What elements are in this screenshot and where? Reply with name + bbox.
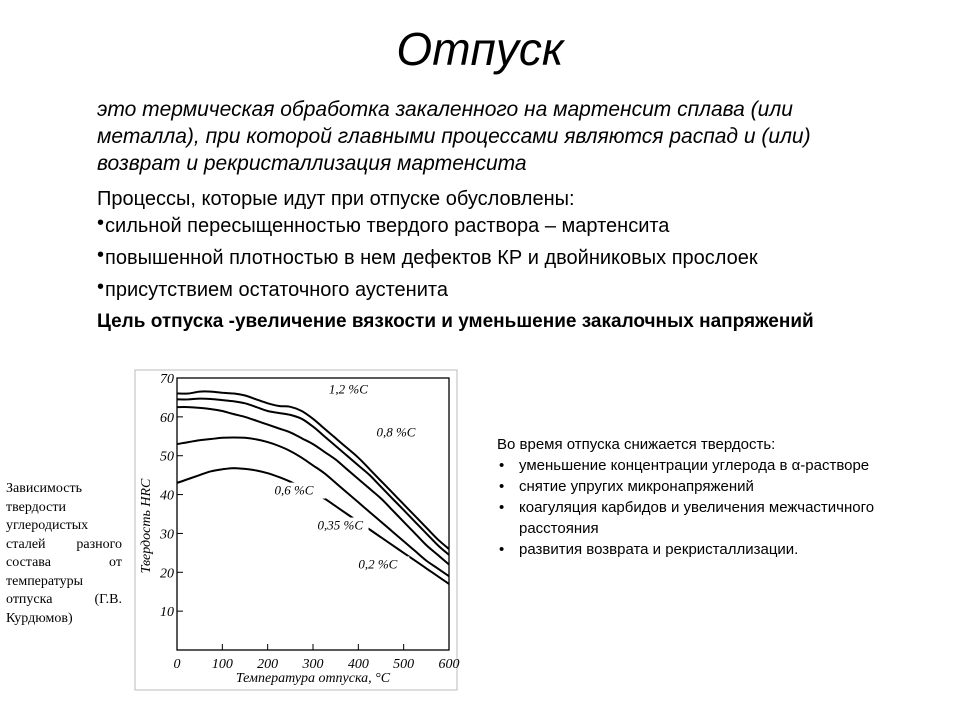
x-axis-label: Температура отпуска, °С xyxy=(235,671,391,686)
curve-label: 0,35 %C xyxy=(317,517,364,533)
y-tick-label: 60 xyxy=(160,410,174,426)
y-tick-label: 30 xyxy=(160,527,174,543)
curve-label: 0,2 %C xyxy=(358,556,398,572)
reason-item xyxy=(497,455,937,476)
y-tick-label: 20 xyxy=(160,566,174,582)
bullet-text: сильной пересыщенностью твердого раствора – мартенсита xyxy=(105,215,670,237)
bullet-icon: • xyxy=(97,244,105,266)
x-tick-label: 500 xyxy=(393,657,415,672)
reason-item xyxy=(497,497,937,539)
bullet-icon: • xyxy=(97,276,105,298)
reason-text: развития возврата и рекристаллизации. xyxy=(519,541,799,558)
bullet-icon: • xyxy=(499,499,505,516)
hardness-reasons xyxy=(497,434,937,560)
hardness-chart xyxy=(131,366,463,694)
reason-text: коагуляция карбидов и увеличения межчастичного расстояния xyxy=(519,499,875,537)
reason-text: уменьшение концентрации углерода в α-растворе xyxy=(519,457,870,474)
y-axis-label: Твердость HRC xyxy=(139,478,154,574)
bullet-icon: • xyxy=(97,212,105,234)
x-tick-label: 100 xyxy=(211,657,233,672)
x-tick-label: 600 xyxy=(438,657,460,672)
reason-item xyxy=(497,539,937,560)
bullet-icon: • xyxy=(499,457,505,474)
x-tick-label: 400 xyxy=(347,657,369,672)
bullet-item xyxy=(97,213,669,239)
y-tick-label: 70 xyxy=(160,372,174,387)
reason-item xyxy=(497,476,937,497)
curve-label: 0,8 %C xyxy=(376,424,416,440)
bullet-text: присутствием остаточного аустенита xyxy=(105,279,448,301)
reasons-list xyxy=(497,455,937,560)
curve-label: 0,6 %C xyxy=(274,482,314,498)
x-tick-label: 200 xyxy=(257,657,279,672)
y-tick-label: 50 xyxy=(160,449,174,465)
goal-statement: Цель отпуска -увеличение вязкости и уменьшение закалочных напряжений xyxy=(97,311,814,332)
bullet-text: повышенной плотностью в нем дефектов КР и двойниковых прослоек xyxy=(105,247,758,269)
reasons-heading: Во время отпуска снижается твердость: xyxy=(497,436,776,453)
bullet-icon: • xyxy=(499,541,505,558)
processes-intro: Процессы, которые идут при отпуске обусловлены: xyxy=(97,188,575,210)
y-tick-label: 10 xyxy=(160,605,174,621)
bullet-icon: • xyxy=(499,478,505,495)
curve-label: 1,2 %C xyxy=(328,381,368,397)
x-tick-label: 300 xyxy=(302,657,324,672)
definition-text: это термическая обработка закаленного на мартенсит сплава (или металла), при которой главными процессами являются распад и (или) возврат и рекристаллизация мартенсита xyxy=(97,98,811,175)
bullet-item xyxy=(97,245,758,271)
chart-svg xyxy=(131,366,463,694)
bullet-item xyxy=(97,277,448,303)
reason-text: снятие упругих микронапряжений xyxy=(519,478,754,495)
y-tick-label: 40 xyxy=(160,488,174,504)
slide-title: Отпуск xyxy=(396,23,564,75)
x-tick-label: 0 xyxy=(173,657,181,672)
figure-caption: Зависимость твердости углеродистых сталей разного состава от температуры отпуска (Г.В. Курдюмов) xyxy=(6,481,122,626)
